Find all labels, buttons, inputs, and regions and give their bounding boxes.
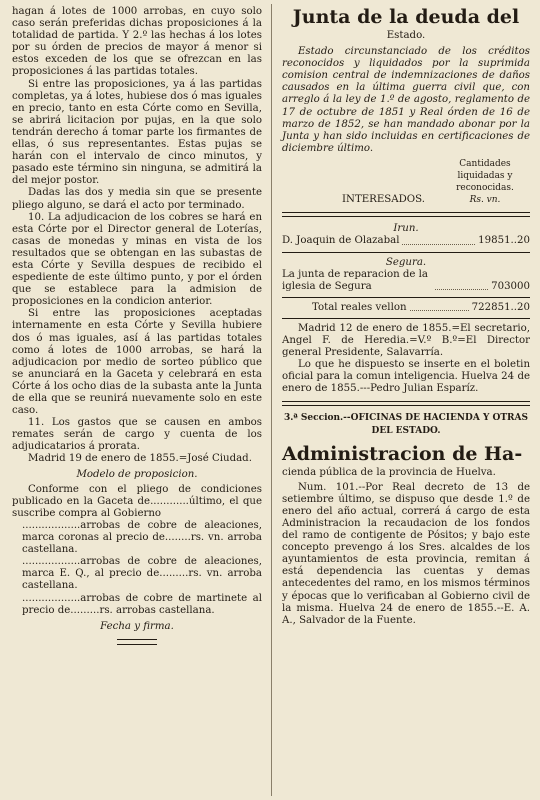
row-amount: 19851..20	[478, 235, 530, 247]
madrid-paragraph: Madrid 12 de enero de 1855.=El secretario, Angel F. de Heredia.=V.º B.º=El Director general Presidente, Salavarría.	[282, 322, 530, 359]
total-rule	[282, 318, 530, 319]
note-paragraph: Lo que he dispuesto se inserte en el boletin oficial para la comun inteligencia. Huelva 24 de enero de 1855.---Pedro Julian Esparíz.	[282, 359, 530, 395]
fecha-firma: Fecha y firma.	[100, 620, 174, 632]
section-rule	[282, 401, 530, 406]
header-cantidades-label: Cantidades liquidadas y reconocidas.	[456, 158, 514, 194]
table-row	[282, 269, 530, 293]
leader-dots	[435, 289, 488, 290]
place-irun: Irun.	[393, 223, 419, 235]
total-row	[282, 302, 530, 314]
table-rule	[282, 212, 530, 217]
paragraph-firma-madrid: Madrid 19 de enero de 1855.=José Ciudad.	[28, 453, 252, 465]
estado-intro: Estado circunstanciado de los créditos reconocidos y liquidados por la suprimida comision central de indemnizaciones de daños causados en la última guerra civil que, con arreglo á la ley de 1.º de agosto, reglamento de 17 de octubre de 1851 y Real órden de 16 de marzo de 1852, se han mandado abonar por la Junta y han sido incluidas en certificaciones de diciembre último.	[282, 46, 530, 154]
leader-dots	[410, 310, 469, 311]
admin-subtitle: cienda pública de la provincia de Huelva.	[282, 466, 496, 478]
num-paragraph: Num. 101.--Por Real decreto de 13 de setiembre último, se dispuso que desde 1.º de enero del año actual, correrá á cargo de esta Administracion la recaudacion de los fondos del ramo de contigente de Pósitos; y bajo este concepto prevengo á los Sres. alcaldes de los ayuntamientos de esta provincia, remitan á está dependencia las cuentas y demas antecedentes del ramo, en los mismos términos y épocas que lo verificaban al Gobierno civil de la misma. Huelva 24 de enero de 1855.--E. A. A., Salvador de la Fuente.	[282, 481, 530, 626]
right-column	[282, 6, 530, 627]
table-header	[282, 158, 530, 206]
model-title: Modelo de proposicion.	[76, 468, 198, 480]
place-segura: Segura.	[385, 256, 427, 268]
paragraph-lotes: hagan á lotes de 1000 arrobas, en cuyo solo caso serán preferidas dichas proposiciones á la totalidad de partida. Y 2.º las hechas á los lotes por su órden de precios de mayor á menor si estos exceden de los que se ofrezcan en las proposiciones á las partidas totales.	[12, 6, 262, 78]
header-cantidades	[440, 158, 530, 206]
paragraph-licitacion: Si entre las proposiciones, ya á las partidas completas, ya á lotes, hubiese dos ó mas iguales en precio, tanto en esta Córte como en Sevilla, se abrirá licitacion por pujas, en la que solo tendrán derecho á tomar parte los firmantes de ellas, ó sus representantes. Estas pujas se harán con el intervalo de cinco minutos, y pasado este término sin ninguna, se admitirá la del mejor postor.	[12, 78, 262, 187]
form-line-coronas: ..................arrobas de cobre de aleaciones, marca coronas al precio de........rs. vn. arroba castellana.	[22, 519, 262, 556]
paragraph-sorteo: Si entre las proposiciones aceptadas internamente en esta Córte y Sevilla hubiere dos ó mas iguales, así á las partidas totales como á lotes de 1000 arrobas, se hará la adjudicacion por medio de sorteo público que se anunciará en la Gaceta y celebrará en esta Córte á los ocho dias de la subasta ante la Junta de ella que se reunirá nuevamente solo en este caso.	[12, 308, 262, 417]
row-name: D. Joaquin de Olazabal	[282, 235, 400, 247]
row-rule	[282, 252, 530, 253]
header-interesados: INTERESADOS.	[342, 194, 425, 206]
header-unit: Rs. vn.	[469, 195, 501, 206]
section-heading: 3.ª Seccion.--OFICINAS DE HACIENDA Y OTRAS DEL ESTADO.	[283, 413, 529, 436]
row-rule	[282, 297, 530, 298]
form-line-eq: ..................arrobas de cobre de aleaciones, marca E. Q., al precio de.........rs. vn. arroba castellana.	[22, 556, 262, 592]
form-line-martinete: ..................arrobas de cobre de martinete al precio de.........rs. arrobas castellana.	[22, 592, 262, 616]
ornament-rule	[117, 639, 157, 645]
leader-dots	[402, 244, 475, 245]
total-label: Total reales vellon	[312, 301, 407, 313]
paragraph-conforme: Conforme con el pliego de condiciones publicado en la Gaceta de............último, el que suscribe compra al Gobierno	[12, 483, 262, 519]
left-column	[12, 6, 262, 645]
junta-title: Junta de la deuda del	[292, 6, 520, 28]
row-name: La junta de reparacion de la iglesia de Segura	[282, 268, 429, 292]
total-amount: 722851..20	[471, 301, 530, 313]
junta-subtitle: Estado.	[386, 30, 426, 41]
row-amount: 703000	[491, 280, 530, 292]
column-rule	[271, 4, 272, 796]
table-row	[282, 235, 530, 247]
paragraph-gastos: 11. Los gastos que se causen en ambos remates serán de cargo y cuenta de los adjudicatarios á prorata.	[12, 417, 262, 453]
admin-title: Administracion de Ha-	[282, 442, 523, 465]
paragraph-adjudicacion: 10. La adjudicacion de los cobres se hará en esta Córte por el Director general de Loterías, casas de monedas y minas en vista de los resultados que se obtengan en las subastas de esta Córte y Sevilla despues de recibido el espediente de este último punto, y por el órden que se establece para la admision de proposiciones en la condicion anterior.	[12, 211, 262, 308]
paragraph-dadas: Dadas las dos y media sin que se presente pliego alguno, se dará el acto por terminado.	[12, 187, 262, 211]
